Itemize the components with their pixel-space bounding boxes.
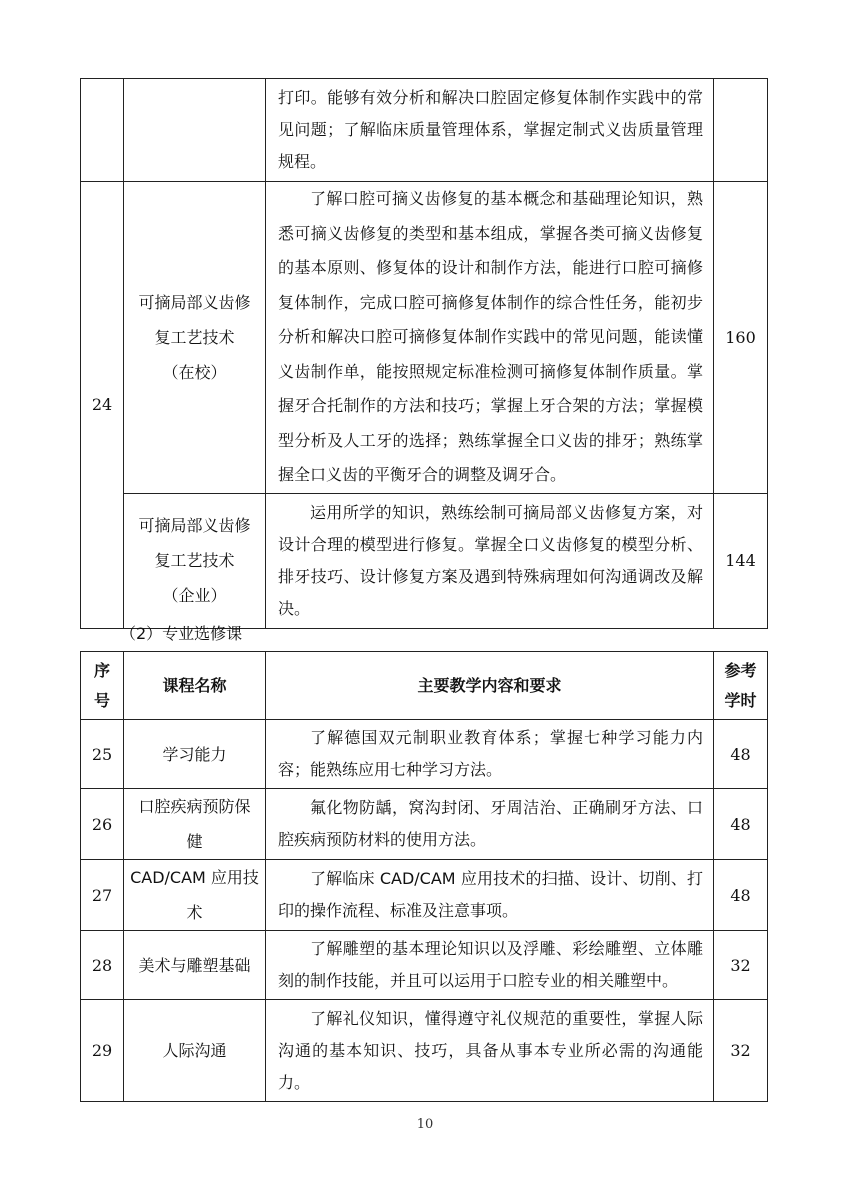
table-row: [81, 720, 768, 789]
course-name-line: （在校）: [162, 362, 227, 382]
course-hours-cell: 144: [714, 493, 768, 628]
header-content: 主要教学内容和要求: [266, 652, 714, 720]
core-course-table: [80, 78, 768, 629]
course-name-line: 美术与雕塑基础: [138, 955, 251, 975]
course-name-cell: [124, 931, 266, 1000]
course-content-cell: 氟化物防龋，窝沟封闭、牙周洁治、正确刷牙方法、口腔疾病预防材料的使用方法。: [266, 789, 714, 860]
course-name-cell: [124, 493, 266, 628]
course-hours-cell: [714, 79, 768, 182]
course-name-cell: [124, 79, 266, 182]
header-number: [81, 652, 124, 720]
course-name-cell: [124, 789, 266, 860]
course-content-cell: 运用所学的知识，熟练绘制可摘局部义齿修复方案，对设计合理的模型进行修复。掌握全口义齿修复的模型分析、排牙技巧、设计修复方案及遇到特殊病理如何沟通调改及解决。: [266, 493, 714, 628]
course-content-cell: 了解雕塑的基本理论知识以及浮雕、彩绘雕塑、立体雕刻的制作技能，并且可以运用于口腔专业的相关雕塑中。: [266, 931, 714, 1000]
elective-course-table: [80, 651, 768, 1102]
course-name-line: （企业）: [162, 586, 227, 605]
course-hours-cell: 32: [714, 931, 768, 1000]
course-name-line: 复工艺技术: [154, 551, 235, 570]
row-number-cell: 29: [81, 1000, 124, 1102]
course-name-cell: [124, 860, 266, 931]
row-number-cell: 25: [81, 720, 124, 789]
header-text: 号: [93, 690, 110, 710]
course-hours-cell: 48: [714, 720, 768, 789]
course-content-cell: 了解口腔可摘义齿修复的基本概念和基础理论知识，熟悉可摘义齿修复的类型和基本组成，掌握各类可摘义齿修复的基本原则、修复体的设计和制作方法，能进行口腔可摘修复体制作，完成口腔可摘修复体制作的综合性任务，能初步分析和解决口腔可摘修复体制作实践中的常见问题，能读懂义齿制作单，能按照规定标准检测可摘修复体制作质量。掌握牙合托制作的方法和技巧；掌握上牙合架的方法；掌握模型分析及人工牙的选择；熟练掌握全口义齿的排牙；熟练掌握全口义齿的平衡牙合的调整及调牙合。: [266, 182, 714, 494]
course-content-cell: 了解临床 CAD/CAM 应用技术的扫描、设计、切削、打印的操作流程、标准及注意事项。: [266, 860, 714, 931]
course-name-line: 健: [186, 832, 203, 851]
table-row: [81, 1000, 768, 1102]
course-content-cell: 了解礼仪知识，懂得遵守礼仪规范的重要性，掌握人际沟通的基本知识、技巧，具备从事本专业所必需的沟通能力。: [266, 1000, 714, 1102]
table-row: [81, 79, 768, 182]
row-number-cell: 28: [81, 931, 124, 1000]
course-hours-cell: 48: [714, 789, 768, 860]
page-number: 10: [416, 1117, 434, 1132]
course-name-line: 学习能力: [162, 744, 227, 764]
table-row: [81, 860, 768, 931]
header-text: 学时: [724, 690, 757, 710]
header-text: 序: [93, 660, 110, 680]
course-name-line: 复工艺技术: [154, 327, 235, 347]
course-name-cell: [124, 182, 266, 494]
row-number-cell: 27: [81, 860, 124, 931]
header-course-name: 课程名称: [124, 652, 266, 720]
course-name-line: 术: [186, 903, 203, 922]
course-hours-cell: 48: [714, 860, 768, 931]
row-number-cell: [81, 79, 124, 182]
row-number-cell: 26: [81, 789, 124, 860]
course-name-line: 口腔疾病预防保: [138, 797, 251, 816]
course-hours-cell: 160: [714, 182, 768, 494]
course-name-line: 可摘局部义齿修: [138, 516, 251, 535]
course-content-cell: 了解德国双元制职业教育体系；掌握七种学习能力内容；能熟练应用七种学习方法。: [266, 720, 714, 789]
course-hours-cell: 32: [714, 1000, 768, 1102]
table-row: [81, 493, 768, 628]
course-name-cell: [124, 720, 266, 789]
header-text: 参考: [724, 660, 757, 680]
table-row: [81, 931, 768, 1000]
table-header-row: [81, 652, 768, 720]
course-name-line: 可摘局部义齿修: [138, 292, 251, 312]
table-row: [81, 182, 768, 494]
course-name-line: CAD/CAM 应用技: [130, 868, 259, 887]
section-subheading: （2）专业选修课: [120, 624, 243, 643]
table-row: [81, 789, 768, 860]
course-name-cell: [124, 1000, 266, 1102]
header-hours: [714, 652, 768, 720]
row-number-cell: 24: [81, 182, 124, 629]
course-content-cell: 打印。能够有效分析和解决口腔固定修复体制作实践中的常见问题；了解临床质量管理体系，掌握定制式义齿质量管理规程。: [266, 79, 714, 182]
course-name-line: 人际沟通: [162, 1041, 227, 1060]
